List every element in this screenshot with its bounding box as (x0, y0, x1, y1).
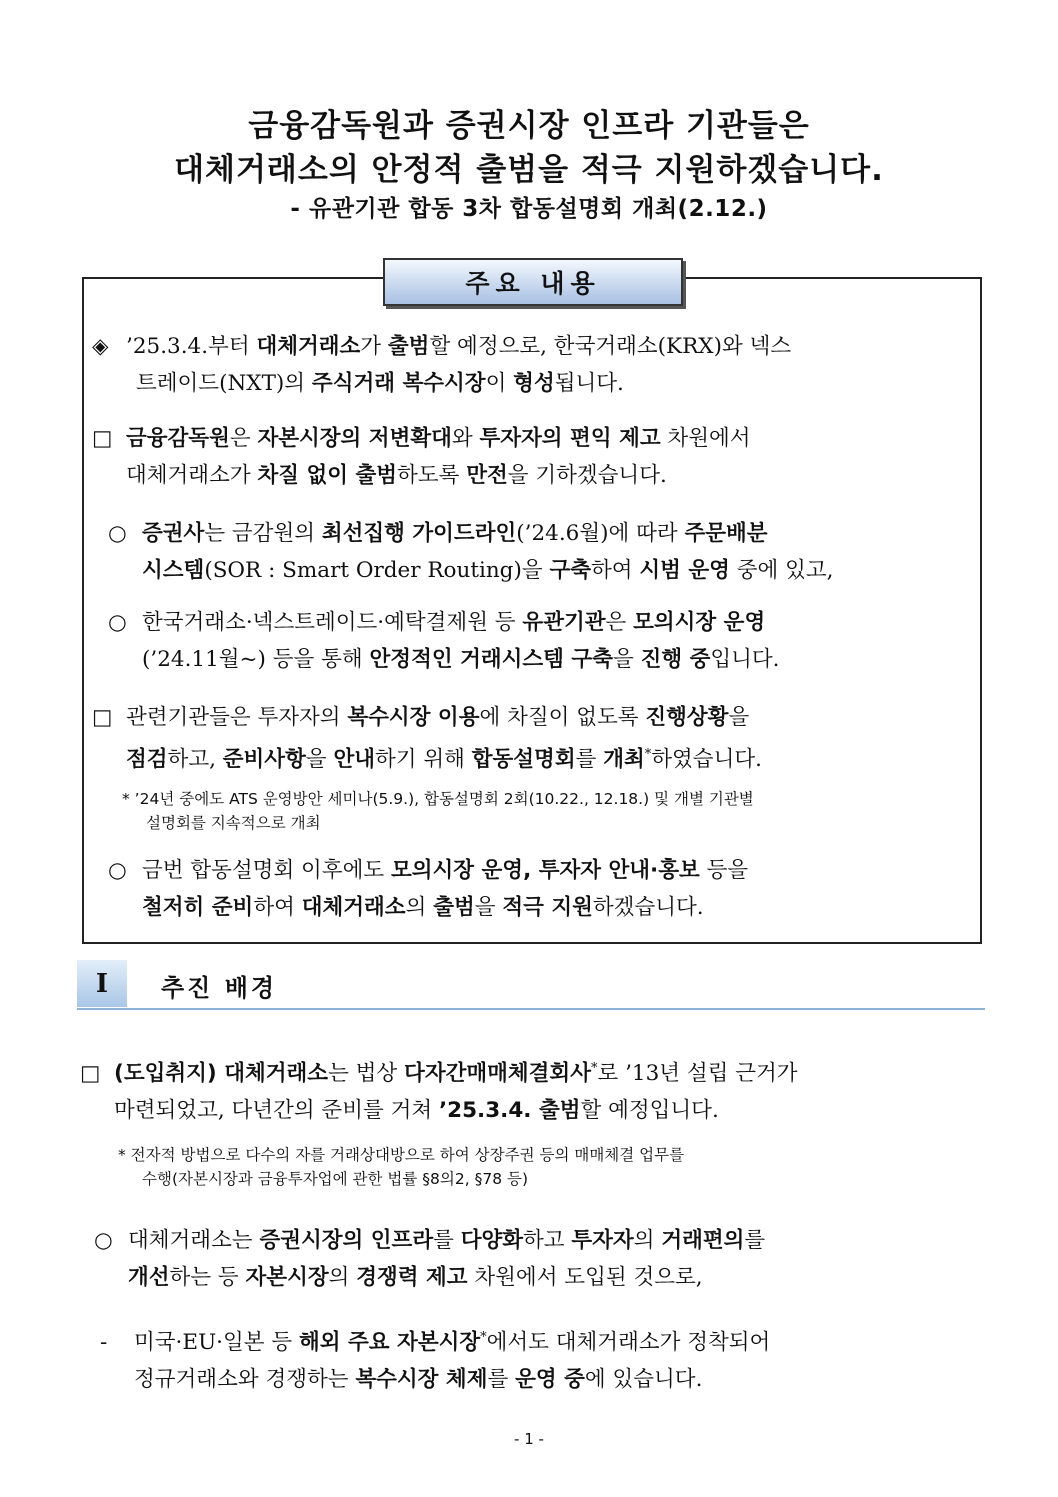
diamond-bullet-icon: ◈ (92, 334, 109, 359)
line (134, 1330, 770, 1355)
emphasis-text: 출범 (433, 895, 475, 920)
circle-bullet-icon: ○ (108, 521, 127, 546)
text-run: 관련기관들은 투자자의 (126, 705, 348, 730)
footnote-mark: * (644, 747, 652, 762)
text-run: (SOR : Smart Order Routing)을 (204, 558, 550, 583)
text-run: 은 (229, 426, 258, 451)
emphasis-text: 차질 없이 출범 (257, 463, 398, 488)
emphasis-text: 자본시장의 저변확대 (257, 426, 452, 451)
line (126, 463, 667, 488)
text-run: 하겠습니다. (592, 895, 704, 920)
emphasis-text: 유관기관 (522, 610, 606, 635)
summary-paragraph-5 (92, 699, 762, 778)
subtitle: - 유관기관 합동 3차 합동설명회 개최(2.12.) (290, 196, 768, 222)
text-run: 입니다. (710, 647, 780, 672)
emphasis-text: 진행상황 (645, 705, 729, 730)
section-paragraph-1 (80, 1050, 798, 1129)
emphasis-text: 점검 (126, 747, 168, 773)
checkbox-bullet-icon: □ (80, 1061, 101, 1087)
text-run: 하여 (591, 558, 640, 583)
line (142, 558, 834, 583)
emphasis-text: 경쟁력 제고 (356, 1265, 468, 1290)
text-run: 중에 있고, (729, 558, 834, 583)
text-run: 의 (405, 895, 434, 920)
line (136, 371, 624, 396)
text-run: 하고, (167, 747, 223, 773)
text-run: 대체거래소는 (128, 1228, 260, 1253)
text-run: 를 (487, 1367, 516, 1393)
section-number: I (77, 960, 127, 1007)
emphasis-text: 최선집행 가이드라인 (321, 521, 517, 546)
emphasis-text: 안정적인 거래시스템 구축 (369, 647, 613, 672)
checkbox-bullet-icon: □ (92, 705, 113, 730)
text-run: 마련되었고, 다년간의 준비를 거쳐 (114, 1098, 439, 1124)
line (134, 1367, 702, 1392)
emphasis-text: 개최 (603, 747, 645, 773)
circle-bullet-icon: ○ (108, 610, 127, 635)
line (142, 521, 768, 546)
emphasis-text: 적극 지원 (502, 895, 593, 920)
text-run: 할 예정입니다. (580, 1098, 719, 1124)
text-run: 됩니다. (554, 371, 624, 396)
text-run: 는 법상 (328, 1061, 405, 1087)
section-header (77, 960, 985, 1010)
text-run: 을 (612, 647, 641, 672)
emphasis-text: 투자자 (571, 1228, 634, 1253)
emphasis-text: 합동설명회 (471, 747, 576, 773)
line (142, 858, 748, 883)
emphasis-text: 개선 (128, 1265, 170, 1290)
text-run: 를 (433, 1228, 461, 1253)
section-paragraph-3 (100, 1319, 770, 1398)
summary-paragraph-3 (108, 515, 834, 589)
emphasis-text: 철저히 준비 (142, 895, 254, 920)
emphasis-text: ’25.3.4. 출범 (438, 1098, 581, 1124)
text-run: 의 (328, 1265, 357, 1290)
text-run: 하는 등 (169, 1265, 246, 1290)
emphasis-text: 금융감독원 (126, 426, 230, 451)
line (128, 1228, 765, 1253)
section-title: 추진 배경 (161, 974, 278, 1002)
text-run: 에 차질이 없도록 (479, 705, 646, 730)
text-run: 을 기하겠습니다. (507, 463, 667, 488)
footnote-mark: * (480, 1330, 487, 1345)
text-run: (’24.6월)에 따라 (516, 521, 685, 546)
text-run: 하기 위해 (375, 747, 472, 773)
text-run: 에 있습니다. (584, 1367, 703, 1393)
emphasis-text: 안내 (333, 747, 375, 773)
emphasis-text: 다양화 (460, 1228, 524, 1253)
text-run: 하도록 (397, 463, 467, 488)
checkbox-bullet-icon: □ (92, 426, 113, 451)
line (142, 895, 704, 920)
summary-paragraph-2 (92, 420, 751, 494)
footnote-line: 설명회를 지속적으로 개최 (146, 814, 321, 832)
emphasis-text: 모의시장 운영, 투자자 안내·홍보 (390, 858, 700, 883)
emphasis-text: 다자간매매체결회사 (404, 1061, 591, 1087)
text-run: 트레이드(NXT)의 (136, 371, 312, 396)
emphasis-text: 출범 (387, 334, 430, 359)
emphasis-text: 형성 (513, 371, 555, 396)
emphasis-text: 주문배분 (684, 521, 768, 546)
text-run: 한국거래소·넥스트레이드·예탁결제원 등 (142, 610, 523, 635)
text-run: (’24.11월~) 등을 통해 (142, 647, 370, 672)
line (114, 1098, 719, 1123)
emphasis-text: 준비사항 (222, 747, 306, 773)
line (142, 647, 780, 672)
emphasis-text: (도입취지) 대체거래소 (114, 1061, 329, 1087)
emphasis-text: 증권시장의 인프라 (259, 1228, 434, 1253)
text-run: 차원에서 도입된 것으로, (467, 1265, 703, 1290)
title-line-2: 대체거래소의 안정적 출범을 적극 지원하겠습니다. (174, 152, 884, 188)
emphasis-text: 구축 (549, 558, 591, 583)
text-run: 는 금감원의 (204, 521, 322, 546)
emphasis-text: 시스템 (142, 558, 205, 583)
text-run: 에서도 대체거래소가 정착되어 (486, 1330, 771, 1356)
emphasis-text: 복수시장 이용 (347, 705, 480, 730)
emphasis-text: 대체거래소 (256, 334, 361, 359)
line (126, 426, 751, 451)
emphasis-text: 증권사 (142, 521, 205, 546)
text-run: ’25.3.4.부터 (126, 334, 257, 359)
text-run: 등을 (699, 858, 749, 883)
text-run: 하였습니다. (651, 747, 762, 773)
title-line-1: 금융감독원과 증권시장 인프라 기관들은 (248, 108, 810, 144)
emphasis-text: 거래편의 (661, 1228, 745, 1253)
text-run: 대체거래소가 (126, 463, 258, 488)
footnote-mark: * (590, 1061, 598, 1076)
text-run: 정규거래소와 경쟁하는 (134, 1367, 356, 1393)
summary-paragraph-4 (108, 604, 780, 678)
text-run: 을 (305, 747, 334, 773)
emphasis-text: 주식거래 복수시장 (311, 371, 486, 396)
footnote-line: * ’24년 중에도 ATS 운영방안 세미나(5.9.), 합동설명회 2회(10.22., 12.18.) 및 개별 기관별 (122, 790, 754, 808)
emphasis-text: 시범 운영 (639, 558, 730, 583)
emphasis-text: 만전 (466, 463, 508, 488)
text-run: 를 (575, 747, 604, 773)
emphasis-text: 진행 중 (640, 647, 711, 672)
line (142, 610, 765, 635)
emphasis-text: 운영 중 (515, 1367, 585, 1393)
summary-footnote (122, 787, 754, 835)
emphasis-text: 복수시장 체제 (355, 1367, 488, 1393)
emphasis-text: 투자자의 편익 제고 (479, 426, 661, 451)
circle-bullet-icon: ○ (94, 1228, 113, 1253)
summary-paragraph-1 (92, 328, 791, 402)
text-run: 을 (728, 705, 750, 730)
text-run: 차원에서 (660, 426, 751, 451)
dash-bullet-icon: - (100, 1330, 108, 1356)
emphasis-text: 자본시장 (245, 1265, 329, 1290)
line (126, 705, 749, 730)
line (126, 334, 791, 359)
text-run: 와 (451, 426, 480, 451)
summary-header: 주요 내용 (383, 258, 683, 306)
section-footnote (118, 1143, 684, 1191)
text-run: 가 (360, 334, 388, 359)
line (128, 1265, 703, 1290)
text-run: 은 (605, 610, 634, 635)
text-run: 를 (744, 1228, 766, 1253)
text-run: 미국·EU·일본 등 (134, 1330, 299, 1356)
circle-bullet-icon: ○ (108, 858, 127, 883)
text-run: 하여 (253, 895, 302, 920)
text-run: 로 ’13년 설립 근거가 (597, 1061, 798, 1087)
line (114, 1061, 798, 1086)
text-run: 할 예정으로, 한국거래소(KRX)와 넥스 (429, 334, 792, 359)
text-run: 금번 합동설명회 이후에도 (142, 858, 391, 883)
summary-paragraph-6 (108, 852, 748, 926)
text-run: 이 (485, 371, 514, 396)
emphasis-text: 해외 주요 자본시장 (299, 1330, 481, 1356)
text-run: 하고 (523, 1228, 572, 1253)
text-run: 을 (474, 895, 503, 920)
emphasis-text: 모의시장 운영 (633, 610, 766, 635)
section-paragraph-2 (94, 1222, 765, 1296)
footnote-line: 수행(자본시장과 금융투자업에 관한 법률 §8의2, §78 등) (142, 1170, 529, 1188)
emphasis-text: 대체거래소 (301, 895, 406, 920)
page-number: - 1 - (514, 1430, 544, 1448)
text-run: 의 (633, 1228, 662, 1253)
line (126, 747, 762, 772)
footnote-line: * 전자적 방법으로 다수의 자를 거래상대방으로 하여 상장주권 등의 매매체결 업무를 (118, 1146, 685, 1164)
